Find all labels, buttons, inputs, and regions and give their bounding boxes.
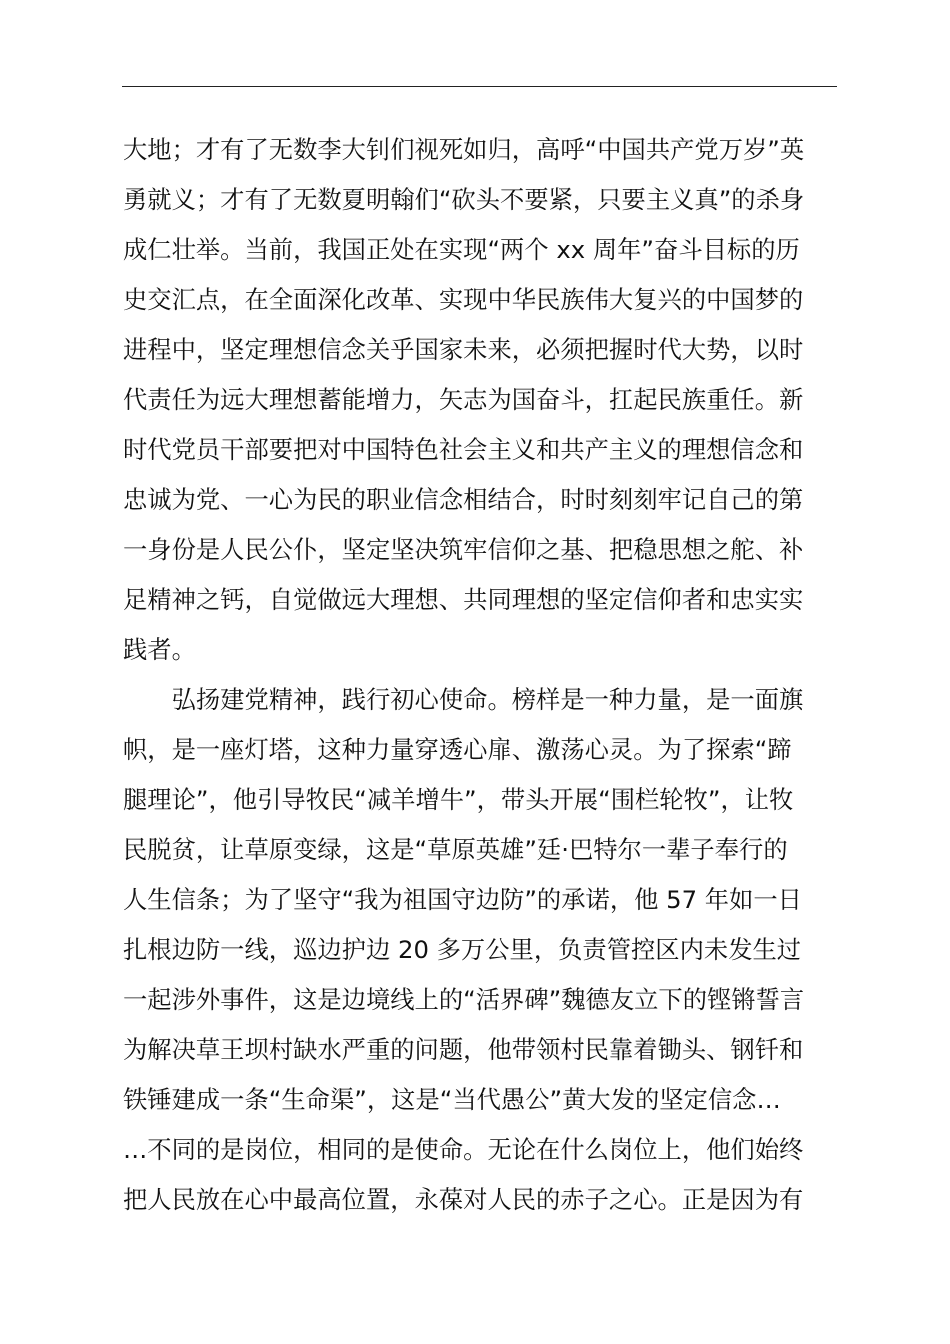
text-line: 践者。 xyxy=(123,635,196,664)
text-line: 铁锤建成一条“生命渠”，这是“当代愚公”黄大发的坚定信念… xyxy=(123,1085,781,1114)
paragraph-start-line: 弘扬建党精神，践行初心使命。榜样是一种力量，是一面旗 xyxy=(123,685,804,714)
text-line: 勇就义；才有了无数夏明翰们“砍头不要紧，只要主义真”的杀身 xyxy=(123,185,805,214)
text-line: …不同的是岗位，相同的是使命。无论在什么岗位上，他们始终 xyxy=(123,1135,804,1164)
text-line: 为解决草王坝村缺水严重的问题，他带领村民靠着锄头、钢钎和 xyxy=(123,1035,804,1064)
text-line: 人生信条；为了坚守“我为祖国守边防”的承诺，他 57 年如一日 xyxy=(123,885,802,914)
text-line: 忠诚为党、一心为民的职业信念相结合，时时刻刻牢记自己的第 xyxy=(123,485,804,514)
text-line: 大地；才有了无数李大钊们视死如归，高呼“中国共产党万岁”英 xyxy=(123,135,805,164)
text-line: 一身份是人民公仆，坚定坚决筑牢信仰之基、把稳思想之舵、补 xyxy=(123,535,804,564)
text-line: 民脱贫，让草原变绿，这是“草原英雄”廷·巴特尔一辈子奉行的 xyxy=(123,835,788,864)
text-line: 扎根边防一线，巡边护边 20 多万公里，负责管控区内未发生过 xyxy=(123,935,802,964)
text-line: 一起涉外事件，这是边境线上的“活界碑”魏德友立下的铿锵誓言 xyxy=(123,985,805,1014)
header-rule xyxy=(122,86,837,87)
text-line: 帜，是一座灯塔，这种力量穿透心扉、激荡心灵。为了探索“蹄 xyxy=(123,735,792,764)
text-line: 成仁壮举。当前，我国正处在实现“两个 xx 周年”奋斗目标的历 xyxy=(123,235,800,264)
text-line: 代责任为远大理想蓄能增力，矢志为国奋斗，扛起民族重任。新 xyxy=(123,385,804,414)
text-line: 足精神之钙，自觉做远大理想、共同理想的坚定信仰者和忠实实 xyxy=(123,585,804,614)
text-line: 把人民放在心中最高位置，永葆对人民的赤子之心。正是因为有 xyxy=(123,1185,804,1214)
text-line: 腿理论”，他引导牧民“减羊增牛”，带头开展“围栏轮牧”，让牧 xyxy=(123,785,794,814)
text-line: 进程中，坚定理想信念关乎国家未来，必须把握时代大势，以时 xyxy=(123,335,804,364)
text-line: 史交汇点，在全面深化改革、实现中华民族伟大复兴的中国梦的 xyxy=(123,285,804,314)
text-line: 时代党员干部要把对中国特色社会主义和共产主义的理想信念和 xyxy=(123,435,804,464)
document-body xyxy=(123,125,839,1225)
